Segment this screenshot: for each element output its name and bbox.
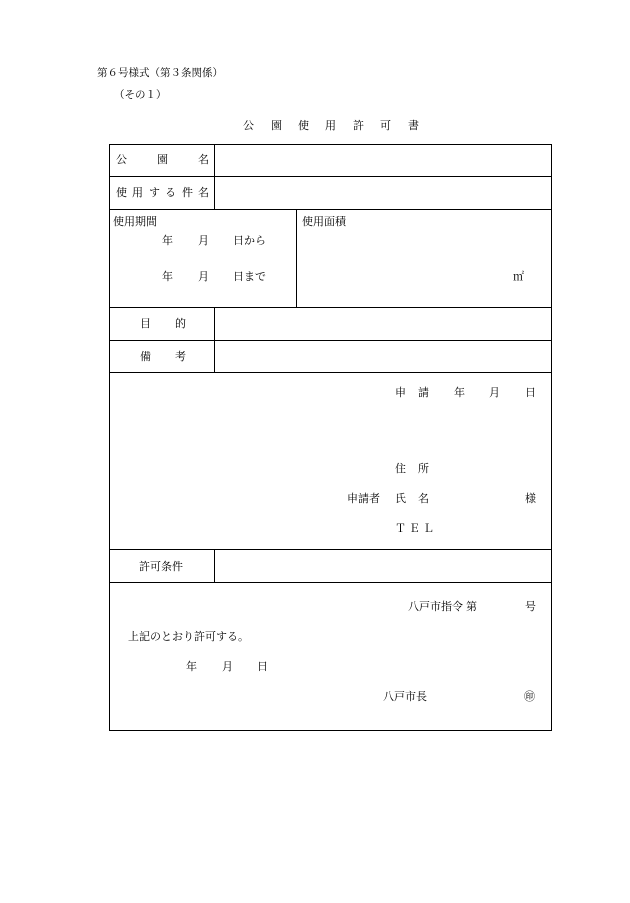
form-sub-number: （その１） <box>114 89 167 101</box>
remarks-field[interactable] <box>216 342 550 370</box>
purpose-field[interactable] <box>216 309 550 338</box>
period-to-year: 年 <box>162 270 173 283</box>
conditions-field[interactable] <box>216 551 550 580</box>
tel-label: ＴＥＬ <box>395 522 437 535</box>
apply-month: 月 <box>489 386 500 399</box>
usage-area-label: 使用面積 <box>302 215 346 228</box>
title-char: 可 <box>380 119 391 132</box>
honorific: 様 <box>525 492 536 505</box>
label-char: 考 <box>175 350 186 363</box>
directive-dai: 第 <box>466 600 477 613</box>
name-char: 名 <box>418 492 429 505</box>
directive-label: 八戸市指令 <box>408 600 463 613</box>
directive-go: 号 <box>525 600 536 613</box>
label-char: 名 <box>198 153 209 166</box>
label-char: 備 <box>140 350 151 363</box>
mayor-label: 八戸市長 <box>383 690 427 703</box>
label-char: る <box>165 186 176 199</box>
title-char: 使 <box>298 119 309 132</box>
row-divider <box>109 372 552 373</box>
apply-char: 請 <box>418 386 429 399</box>
apply-year: 年 <box>454 386 465 399</box>
period-from-day: 日から <box>233 234 266 247</box>
address-char: 所 <box>418 462 429 475</box>
label-char: 目 <box>140 317 151 330</box>
row-divider <box>109 582 552 583</box>
title-char: 書 <box>408 119 419 132</box>
column-divider <box>296 209 297 307</box>
park-name-field[interactable] <box>216 146 550 174</box>
label-char: 用 <box>132 186 143 199</box>
usage-period-label: 使用期間 <box>113 215 157 228</box>
conditions-label: 許可条件 <box>139 560 183 573</box>
row-divider <box>109 307 552 308</box>
column-divider <box>214 307 215 372</box>
permit-statement: 上記のとおり許可する。 <box>128 630 249 643</box>
row-divider <box>109 340 552 341</box>
title-char: 許 <box>353 119 364 132</box>
period-to-month: 月 <box>198 270 209 283</box>
row-divider <box>109 176 552 177</box>
name-char: 氏 <box>395 492 406 505</box>
period-to-day: 日まで <box>233 270 266 283</box>
period-from-month: 月 <box>198 234 209 247</box>
column-divider <box>214 549 215 582</box>
apply-char: 申 <box>395 386 406 399</box>
label-char: 的 <box>175 317 186 330</box>
label-char: 名 <box>198 186 209 199</box>
label-char: 園 <box>157 153 168 166</box>
seal-icon: ㊞ <box>524 690 535 703</box>
title-char: 公 <box>243 119 254 132</box>
form-number: 第６号様式（第３条関係） <box>97 67 223 79</box>
usage-matter-field[interactable] <box>216 178 550 207</box>
label-char: 件 <box>182 186 193 199</box>
column-divider <box>214 144 215 209</box>
permit-day: 日 <box>257 660 268 673</box>
applicant-label: 申請者 <box>347 492 380 505</box>
title-char: 園 <box>271 119 282 132</box>
title-char: 用 <box>325 119 336 132</box>
row-divider <box>109 209 552 210</box>
permit-year: 年 <box>186 660 197 673</box>
period-from-year: 年 <box>162 234 173 247</box>
row-divider <box>109 549 552 550</box>
label-char: 公 <box>116 153 127 166</box>
label-char: 使 <box>116 186 127 199</box>
label-char: す <box>149 186 160 199</box>
apply-day: 日 <box>525 386 536 399</box>
permit-month: 月 <box>222 660 233 673</box>
area-unit: ㎡ <box>513 270 524 283</box>
address-char: 住 <box>395 462 406 475</box>
